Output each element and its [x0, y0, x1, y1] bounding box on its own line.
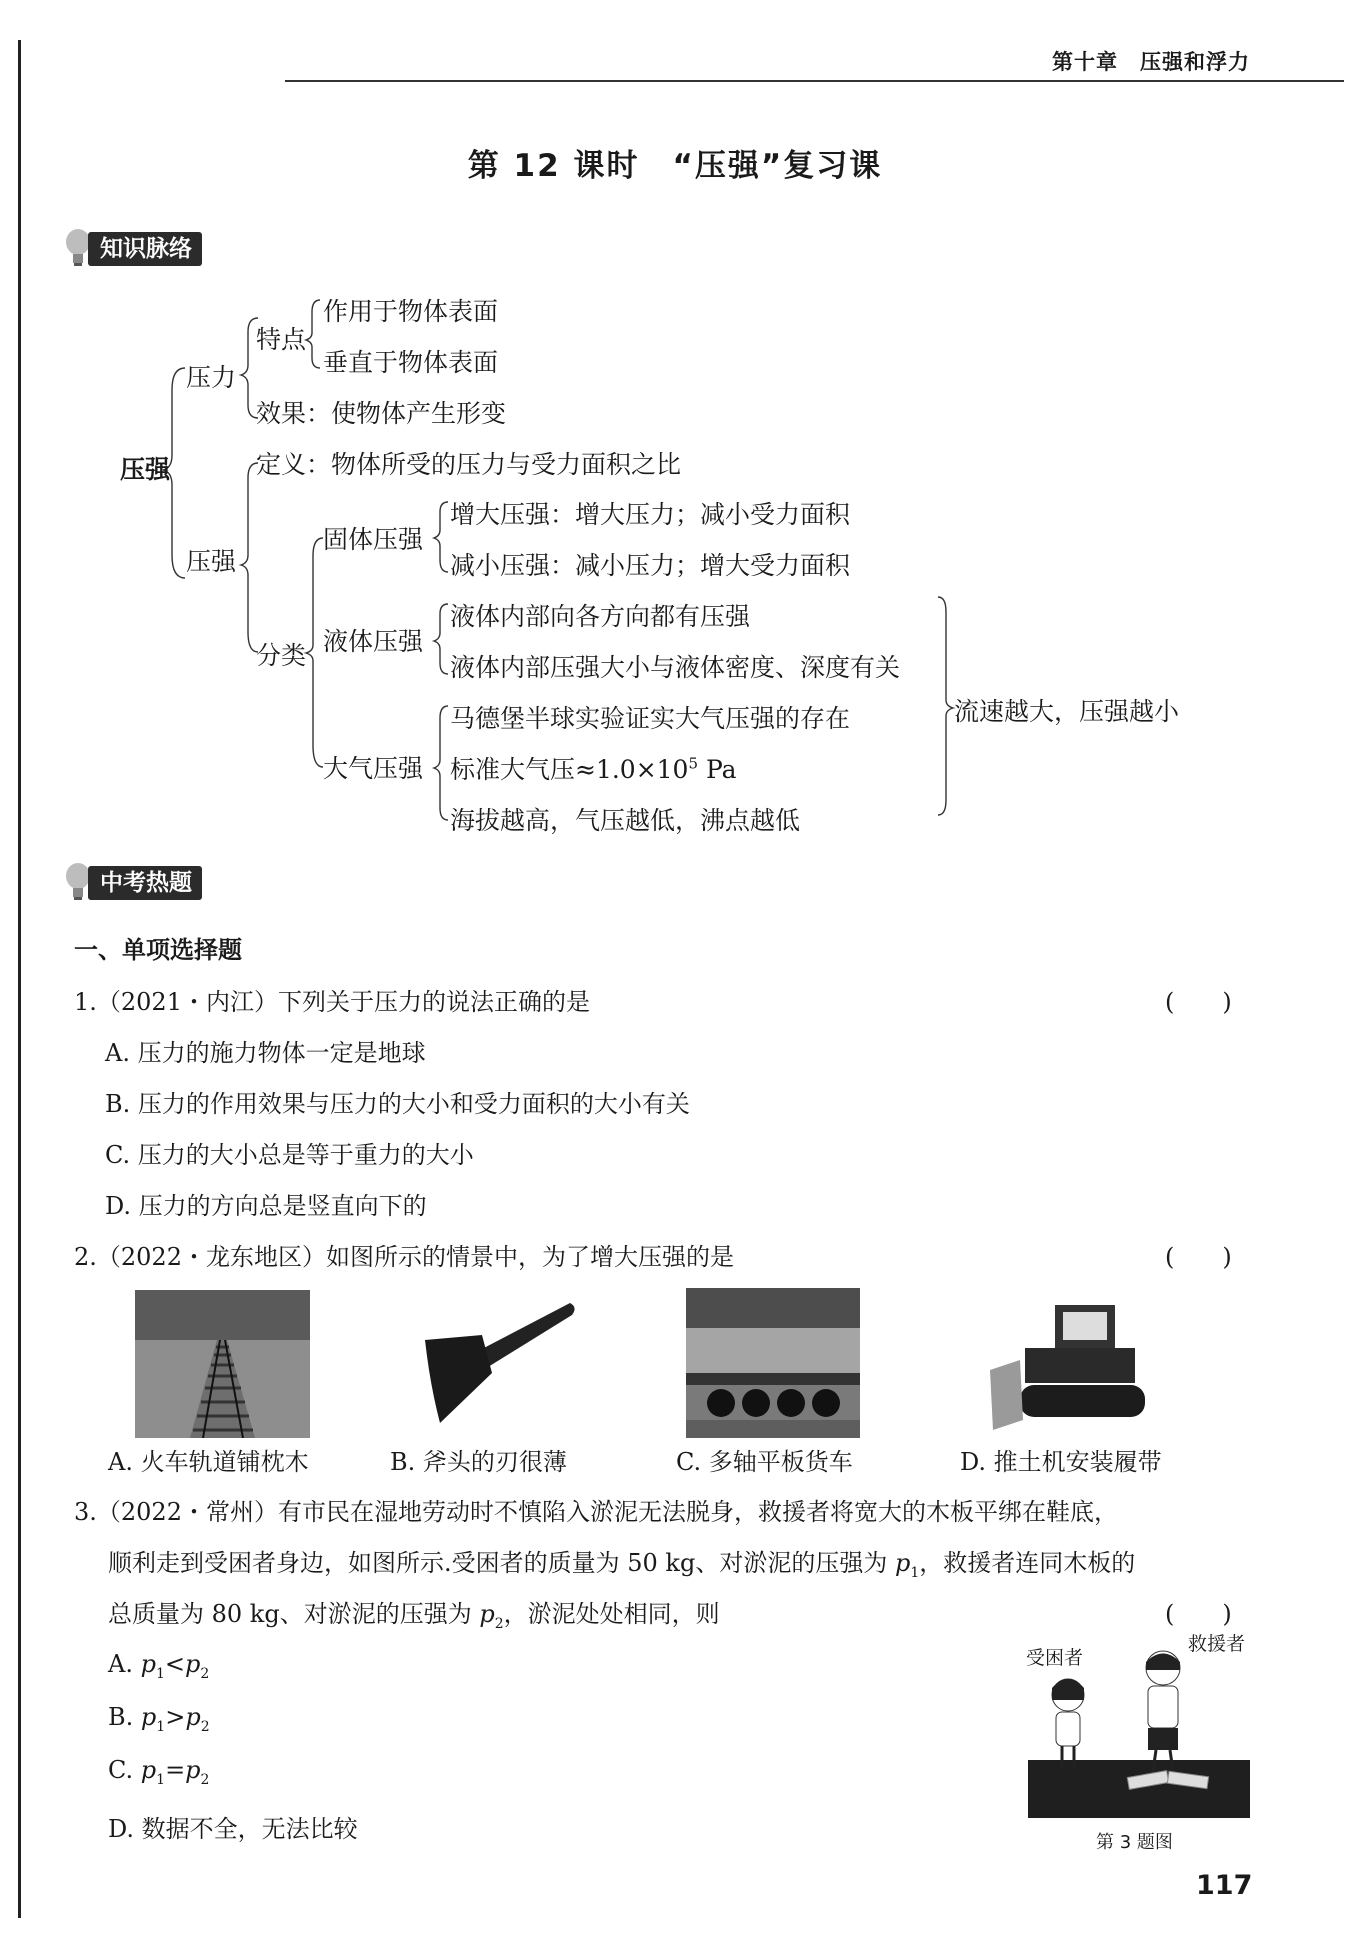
operator: = — [165, 1756, 186, 1784]
subscript-2: 2 — [200, 1665, 210, 1682]
p-symbol: p — [140, 1756, 157, 1784]
axe-image — [410, 1295, 580, 1435]
tree-leaf-solid2: 减小压强：减小压力；增大受力面积 — [450, 551, 851, 580]
tree-leaf-feature2: 垂直于物体表面 — [323, 348, 499, 377]
q1-answer-paren: ( ) — [1165, 988, 1232, 1016]
q2-option-a: A. 火车轨道铺枕木 — [108, 1448, 309, 1476]
q3-line3 — [108, 1594, 720, 1632]
q1-option-d: D. 压力的方向总是竖直向下的 — [105, 1192, 427, 1220]
p-symbol: p — [140, 1703, 157, 1731]
flatbed-truck-photo — [686, 1288, 860, 1438]
q3-line3-text-end: ，淤泥处处相同，则 — [503, 1600, 720, 1628]
subscript-2: 2 — [200, 1771, 210, 1788]
q3-option-b — [108, 1703, 210, 1735]
bulldozer-image — [985, 1300, 1153, 1435]
q3-line2-text: 顺利走到受困者身边，如图所示.受困者的质量为 50 kg、对淤泥的压强为 — [108, 1549, 895, 1577]
q3-line2-text-end: ，救援者连同木板的 — [919, 1549, 1136, 1577]
q3-option-a — [108, 1650, 209, 1682]
tree-node-force: 压力 — [186, 363, 237, 392]
q1-option-b: B. 压力的作用效果与压力的大小和受力面积的大小有关 — [105, 1090, 690, 1118]
option-label: B. — [108, 1703, 141, 1731]
option-label: C. — [108, 1756, 141, 1784]
air2-text: 标准大气压≈1.0×10 — [450, 755, 689, 784]
label-victim: 受困者 — [1026, 1647, 1084, 1669]
q2-option-b: B. 斧头的刃很薄 — [390, 1448, 567, 1476]
label-rescuer: 救援者 — [1188, 1633, 1246, 1655]
page-number: 117 — [1196, 1870, 1253, 1901]
q3-option-c — [108, 1756, 209, 1788]
tree-leaf-air3: 海拔越高，气压越低，沸点越低 — [450, 806, 801, 835]
air2-unit: Pa — [698, 755, 737, 784]
option-label: A. — [108, 1650, 141, 1678]
p-symbol: p — [185, 1703, 201, 1731]
tree-leaf-effect: 效果：使物体产生形变 — [256, 399, 507, 428]
q2-option-d: D. 推土机安装履带 — [960, 1448, 1162, 1476]
q2-stem: 2.（2022・龙东地区）如图所示的情景中，为了增大压强的是 — [74, 1243, 734, 1271]
tree-node-classification: 分类 — [256, 641, 307, 670]
tree-leaf-feature1: 作用于物体表面 — [323, 297, 499, 326]
tree-node-features: 特点 — [256, 325, 307, 354]
p-symbol: p — [479, 1600, 495, 1628]
q2-answer-paren: ( ) — [1165, 1243, 1232, 1271]
section-label: 知识脉络 — [88, 232, 202, 266]
chapter-header: 第十章 压强和浮力 — [1052, 50, 1250, 74]
subscript-1: 1 — [156, 1718, 166, 1735]
tree-root: 压强 — [120, 455, 171, 484]
q3-line2 — [108, 1543, 1135, 1581]
q3-figure — [1026, 1633, 1250, 1818]
operator: > — [165, 1703, 186, 1731]
p-symbol: p — [185, 1650, 201, 1678]
p-symbol: p — [185, 1756, 201, 1784]
q1-option-c: C. 压力的大小总是等于重力的大小 — [105, 1141, 474, 1169]
air2-exponent: 5 — [688, 754, 699, 773]
q3-answer-paren: ( ) — [1165, 1600, 1232, 1628]
tree-node-solid: 固体压强 — [323, 525, 424, 554]
q3-line3-text: 总质量为 80 kg、对淤泥的压强为 — [108, 1600, 480, 1628]
q3-option-d: D. 数据不全，无法比较 — [108, 1815, 358, 1843]
subscript-1: 1 — [156, 1771, 166, 1788]
tree-node-air: 大气压强 — [323, 754, 424, 783]
tree-node-liquid: 液体压强 — [323, 627, 424, 656]
tree-leaf-liquid1: 液体内部向各方向都有压强 — [450, 602, 751, 631]
tree-leaf-air1: 马德堡半球实验证实大气压强的存在 — [450, 704, 851, 733]
q1-option-a: A. 压力的施力物体一定是地球 — [105, 1039, 426, 1067]
p-symbol: p — [894, 1549, 911, 1577]
section-label: 中考热题 — [88, 866, 202, 900]
railway-ties-photo — [135, 1290, 310, 1438]
tree-leaf-definition: 定义：物体所受的压力与受力面积之比 — [256, 450, 682, 479]
q2-option-c: C. 多轴平板货车 — [676, 1448, 853, 1476]
subscript-1: 1 — [910, 1564, 920, 1581]
operator: < — [164, 1650, 185, 1678]
tree-leaf-flow: 流速越大，压强越小 — [954, 697, 1180, 726]
tree-leaf-solid1: 增大压强：增大压力；减小受力面积 — [450, 500, 851, 529]
lesson-title: 第 12 课时 “压强”复习课 — [467, 148, 883, 184]
tree-leaf-air2 — [450, 750, 737, 786]
q3-line1: 3.（2022・常州）有市民在湿地劳动时不慎陷入淤泥无法脱身，救援者将宽大的木板平绑在鞋底， — [74, 1498, 1118, 1526]
figure-caption: 第 3 题图 — [1096, 1832, 1173, 1853]
part-heading: 一、单项选择题 — [74, 936, 242, 964]
p-symbol: p — [140, 1650, 156, 1678]
tree-leaf-liquid2: 液体内部压强大小与液体密度、深度有关 — [450, 653, 901, 682]
tree-node-pressure: 压强 — [186, 547, 237, 576]
subscript-1: 1 — [155, 1665, 165, 1682]
q1-stem: 1.（2021・内江）下列关于压力的说法正确的是 — [74, 988, 590, 1016]
subscript-2: 2 — [200, 1718, 210, 1735]
subscript-2: 2 — [494, 1615, 504, 1632]
